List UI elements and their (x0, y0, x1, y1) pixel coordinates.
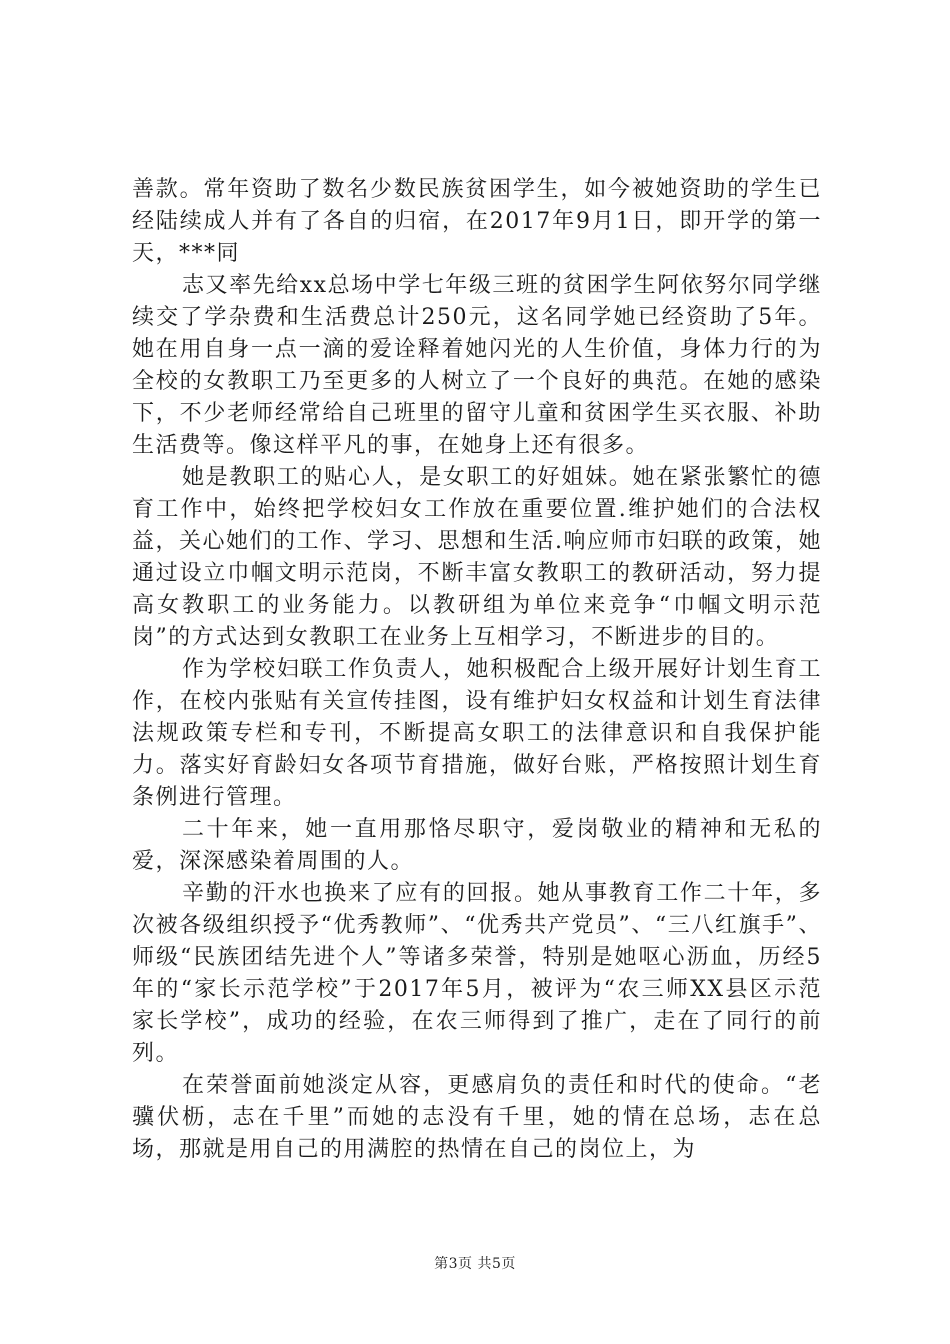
page-number-footer: 第3页 共5页 (434, 1256, 516, 1272)
paragraph-6: 辛勤的汗水也换来了应有的回报。她从事教育工作二十年，多次被各级组织授予“优秀教师”、“优秀共产党员”、“三八红旗手”、师级“民族团结先进个人”等诸多荣誉，特别是她呕心沥血，历经5年的“家长示范学校”于2017年5月，被评为“农三师XX县区示范家长学校”，成功的经验，在农三师得到了推广，走在了同行的前列。 (132, 881, 822, 1066)
paragraph-2: 志又率先给xx总场中学七年级三班的贫困学生阿依努尔同学继续交了学杂费和生活费总计250元，这名同学她已经资助了5年。她在用自身一点一滴的爱诠释着她闪光的人生价值，身体力行的为全校的女教职工乃至更多的人树立了一个良好的典范。在她的感染下，不少老师经常给自己班里的留守儿童和贫困学生买衣服、补助生活费等。像这样平凡的事，在她身上还有很多。 (132, 273, 822, 458)
document-body (132, 174, 822, 1166)
paragraph-4: 作为学校妇联工作负责人，她积极配合上级开展好计划生育工作，在校内张贴有关宣传挂图，设有维护妇女权益和计划生育法律法规政策专栏和专刊，不断提高女职工的法律意识和自我保护能力。落实好育龄妇女各项节育措施，做好台账，严格按照计划生育条例进行管理。 (132, 657, 822, 810)
paragraph-7: 在荣誉面前她淡定从容，更感肩负的责任和时代的使命。“老骥伏枥，志在千里”而她的志没有千里，她的情在总场，志在总场，那就是用自己的用满腔的热情在自己的岗位上，为 (132, 1073, 822, 1162)
paragraph-1: 善款。常年资助了数名少数民族贫困学生，如今被她资助的学生已经陆续成人并有了各自的归宿，在2017年9月1日，即开学的第一天，***同 (132, 177, 822, 266)
paragraph-3: 她是教职工的贴心人，是女职工的好姐妹。她在紧张繁忙的德育工作中，始终把学校妇女工作放在重要位置.维护她们的合法权益，关心她们的工作、学习、思想和生活.响应师市妇联的政策，她通过设立巾帼文明示范岗，不断丰富女教职工的教研活动，努力提高女教职工的业务能力。以教研组为单位来竞争“巾帼文明示范岗”的方式达到女教职工在业务上互相学习，不断进步的目的。 (132, 465, 822, 650)
paragraph-5: 二十年来，她一直用那恪尽职守，爱岗敬业的精神和无私的爱，深深感染着周围的人。 (132, 817, 822, 874)
